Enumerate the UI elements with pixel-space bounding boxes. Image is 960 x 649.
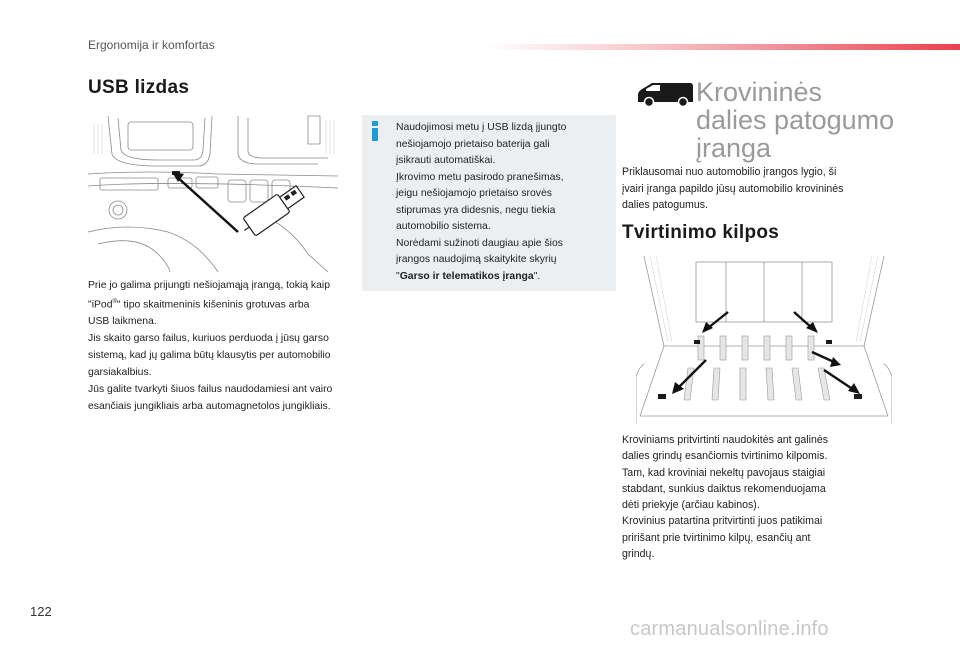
usb-line: Prie jo galima prijungti nešiojamąją įrangą, tokią kaip bbox=[88, 280, 330, 291]
info-line: jeigu nešiojamojo prietaiso srovės bbox=[396, 188, 552, 199]
registered-mark: ® bbox=[112, 299, 117, 305]
cargo-intro-line: Priklausomai nuo automobilio įrangos lygio, ši bbox=[622, 166, 837, 178]
cargo-intro-line: dalies patogumus. bbox=[622, 199, 708, 211]
info-line: Norėdami sužinoti daugiau apie šios bbox=[396, 237, 563, 249]
info-line: įrangos naudojimą skaitykite skyrių bbox=[396, 254, 557, 265]
cargo-intro bbox=[622, 164, 902, 214]
info-line: įsikrauti automatiškai. bbox=[396, 155, 496, 166]
chapter-reference: Garso ir telematikos įranga bbox=[399, 270, 534, 282]
usb-line: garsiakalbius. bbox=[88, 367, 152, 379]
usb-description bbox=[88, 277, 350, 415]
info-icon bbox=[370, 121, 380, 141]
usb-dashboard-illustration bbox=[88, 114, 340, 272]
tie-line: grindų. bbox=[622, 548, 655, 561]
info-line: "Garso ir telematikos įranga". bbox=[396, 270, 541, 282]
header-accent-bar bbox=[485, 44, 960, 50]
info-line: nešiojamojo prietaiso baterija gali bbox=[396, 138, 550, 150]
info-text bbox=[396, 120, 611, 285]
tie-down-description bbox=[622, 432, 902, 562]
watermark: carmanualsonline.info bbox=[630, 618, 829, 640]
tie-line: Kroviniams pritvirtinti naudokitės ant galinės bbox=[622, 434, 829, 446]
tie-line: dėti priekyje (arčiau kabinos). bbox=[622, 499, 760, 512]
cargo-floor-illustration bbox=[636, 256, 892, 424]
usb-line: esančiais jungikliais arba automagnetolos jungikliais. bbox=[88, 401, 331, 413]
tie-line: stabdant, sunkius daiktus rekomenduojama bbox=[622, 482, 826, 495]
cargo-title-line: Krovininės bbox=[696, 77, 823, 107]
tie-down-heading: Tvirtinimo kilpos bbox=[622, 222, 780, 243]
tie-line: Tam, kad kroviniai nekeltų pavojaus staigiai bbox=[622, 466, 826, 479]
info-line: Įkrovimo metu pasirodo pranešimas, bbox=[396, 171, 564, 183]
usb-line: Jūs galite tvarkyti šiuos failus naudodamiesi ant vairo bbox=[88, 384, 333, 396]
cargo-title-line: įranga bbox=[696, 133, 772, 163]
cargo-title bbox=[696, 78, 894, 162]
tie-line: Krovinius patartina pritvirtinti juos patikimai bbox=[622, 515, 823, 528]
usb-line: "iPod®" tipo skaitmeninis kišeninis grotuvas arba bbox=[88, 299, 310, 311]
page-number: 122 bbox=[30, 604, 52, 619]
cargo-title-line: dalies patogumo bbox=[696, 105, 895, 135]
info-line: stiprumas yra didesnis, negu tiekia bbox=[396, 204, 556, 216]
info-line: Naudojimosi metu į USB lizdą įjungto bbox=[396, 122, 567, 133]
usb-line: sistemą, kad jų galima būtų klausytis per automobilio bbox=[88, 350, 331, 362]
tie-line: dalies grindų esančiomis tvirtinimo kilpomis. bbox=[622, 450, 828, 463]
cargo-intro-line: įvairi įranga papildo jūsų automobilio krovininės bbox=[622, 182, 844, 195]
tie-line: pririšant prie tvirtinimo kilpų, esančių ant bbox=[622, 531, 811, 544]
section-title: Ergonomija ir komfortas bbox=[88, 38, 215, 52]
usb-line: Jis skaito garso failus, kuriuos perduoda į jūsų garso bbox=[88, 333, 329, 345]
van-icon bbox=[636, 82, 694, 108]
usb-line: USB laikmena. bbox=[88, 316, 157, 328]
info-line: automobilio sistema. bbox=[396, 221, 491, 232]
usb-heading: USB lizdas bbox=[88, 77, 190, 98]
